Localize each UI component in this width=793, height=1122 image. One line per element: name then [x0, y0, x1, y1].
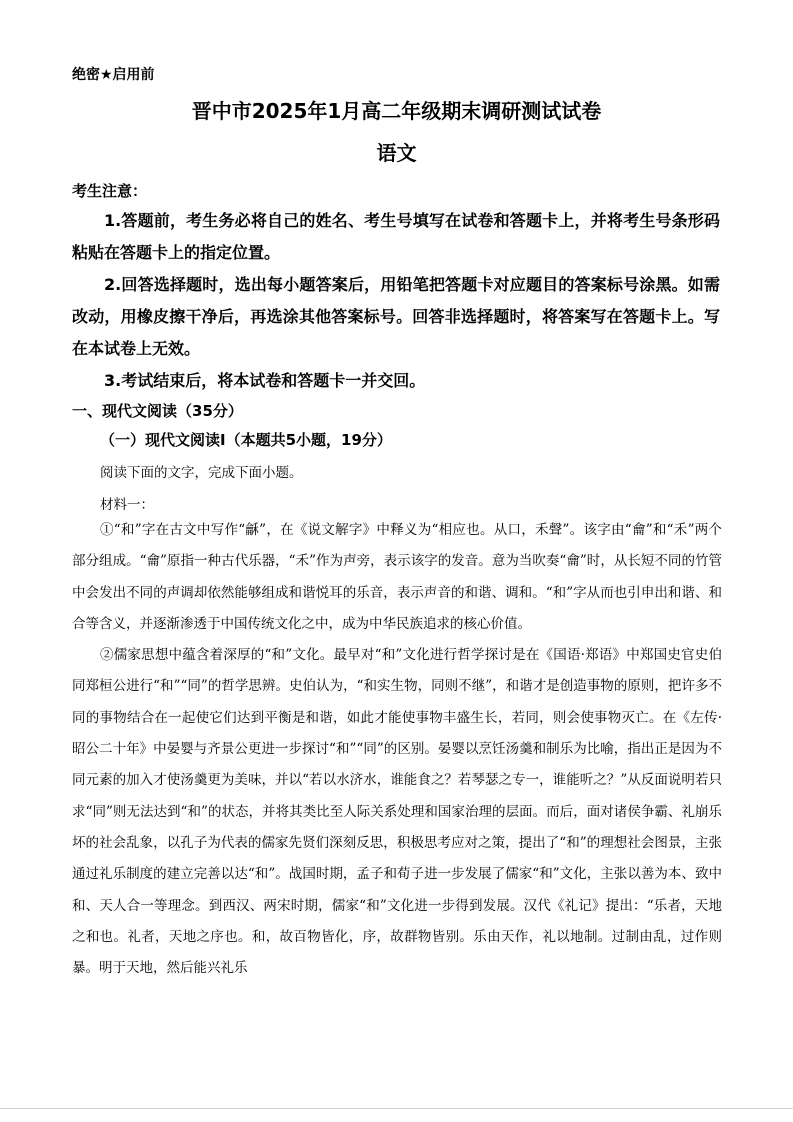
paragraph: ①“和”字在古文中写作“龢”，在《说文解字》中释义为“相应也。从口，禾聲”。该字由“龠”和“禾”两个部分组成。“龠”原指一种古代乐器，“禾”作为声旁，表示该字的发音。意为当吹奏“龠”时，从长短不同的竹管中会发出不同的声调却依然能够组成和谐悦耳的乐音，表示声音的和谐、调和。“和”字从而也引申出和谐、和合等含义，并逐渐渗透于中国传统文化之中，成为中华民族追求的核心价值。	[72, 522, 722, 632]
confidential-label: 绝密★启用前	[72, 67, 155, 83]
note-item: 2.回答选择题时，选出每小题答案后，用铅笔把答题卡对应题目的答案标号涂黑。如需改动，用橡皮擦干净后，再选涂其他答案标号。回答非选择题时，将答案写在答题卡上。写在本试卷上无效。	[72, 275, 720, 358]
note-item: 3.考试结束后，将本试卷和答题卡一并交回。	[104, 371, 426, 390]
material-text	[72, 515, 722, 984]
note-item: 1.答题前，考生务必将自己的姓名、考生号填写在试卷和答题卡上，并将考生号条形码粘贴在答题卡上的指定位置。	[72, 211, 720, 262]
section-title: 一、现代文阅读（35分）	[72, 402, 243, 420]
reading-instruction: 阅读下面的文字，完成下面小题。	[100, 465, 303, 481]
notes-list	[72, 205, 720, 397]
subject-title: 语文	[376, 141, 417, 165]
notes-heading: 考生注意：	[72, 182, 148, 200]
subsection-title: （一）现代文阅读Ⅰ（本题共5小题，19分）	[100, 431, 392, 449]
paragraph: ②儒家思想中蕴含着深厚的“和”文化。最早对“和”文化进行哲学探讨是在《国语·郑语》中郑国史官史伯同郑桓公进行“和”“同”的哲学思辨。史伯认为，“和实生物，同则不继”，和谐才是创造事物的原则，把许多不同的事物结合在一起使它们达到平衡是和谐，如此才能使事物丰盛生长，若同，则会使事物灭亡。在《左传·昭公二十年》中晏婴与齐景公更进一步探讨“和”“同”的区别。晏婴以烹饪汤羹和制乐为比喻，指出正是因为不同元素的加入才使汤羹更为美味，并以“若以水济水，谁能食之？若琴瑟之专一，谁能听之？”从反面说明若只求“同”则无法达到“和”的状态，并将其类比至人际关系处理和国家治理的层面。而后，面对诸侯争霸、礼崩乐坏的社会乱象，以孔子为代表的儒家先贤们深刻反思，积极思考应对之策，提出了“和”的理想社会图景，主张通过礼乐制度的建立完善以达“和”。战国时期，孟子和荀子进一步发展了儒家“和”文化，主张以善为本、致中和、天人合一等理念。到西汉、两宋时期，儒家“和”文化进一步得到发展。汉代《礼记》提出：“乐者，天地之和也。礼者，天地之序也。和，故百物皆化，序，故群物皆别。乐由天作，礼以地制。过制由乱，过作则暴。明于天地，然后能兴礼乐	[72, 647, 722, 977]
material-label: 材料一：	[100, 497, 154, 513]
page-title: 晋中市2025年1月高二年级期末调研测试试卷	[191, 99, 602, 123]
page-divider	[0, 1108, 793, 1109]
